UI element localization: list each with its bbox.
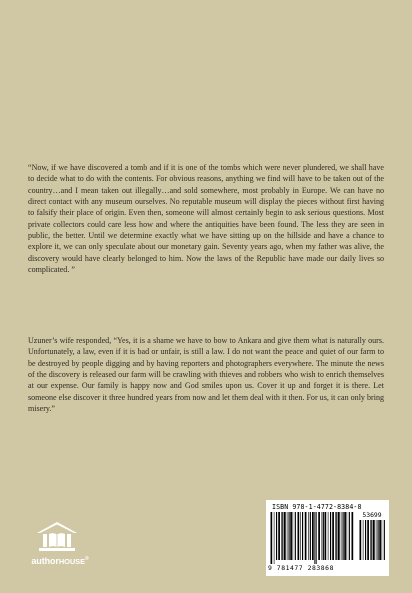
blurb-paragraph-1: “Now, if we have discovered a tomb and if it is one of the tombs which were never plundered, we shall have to decide what to do with the contents. For obvious reasons, anything we find will have to be taken out of the country…and I mean taken out illegally…and sold somewhere, most probably in Europe. We can have no direct contact with any museum ourselves. No reputable museum will display the pieces without first having to falsify their place of origin. Even then, someone will almost certainly begin to ask serious questions. Most private collectors could care less how and where the antiquities have been found. The less they are seen in public, the better. Until we determine exactly what we have sitting up on the hillside and have a chance to explore it, we can only speculate about our monetary gain. Seventy years ago, when my father was alive, the discovery would have clearly belonged to him. Now the laws of the Republic have made our daily lives so complicated. ” bbox=[28, 163, 384, 275]
publisher-name: authorHOUSE® bbox=[31, 556, 89, 566]
barcode-icon bbox=[270, 512, 355, 564]
blurb-paragraph-2: Uzuner’s wife responded, “Yes, it is a shame we have to bow to Ankara and give them what is naturally ours. Unfortunately, a law, even if it is bad or unfair, is still a law. I do not want the peace and quiet of our farm to be destroyed by people digging and by having reporters and photographers everywhere. The minute the news of the discovery is released our farm will be crawling with thieves and robbers who wish to enrich themselves at our expense. Our family is happy now and God smiles upon us. Cover it up and forget it is there. Let someone else discover it three hundred years from now and let them deal with it then. For us, it can only bring misery.” bbox=[28, 336, 384, 414]
isbn-label: ISBN 978-1-4772-8384-8 bbox=[272, 503, 362, 511]
barcode-addon-digits: 53699 bbox=[362, 511, 382, 519]
ean-digits: 9 781477 283868 bbox=[268, 564, 334, 572]
house-book-logo-icon bbox=[36, 521, 78, 555]
publisher-logo bbox=[22, 521, 102, 571]
isbn-barcode bbox=[266, 500, 389, 576]
barcode-addon-bars bbox=[359, 520, 385, 564]
